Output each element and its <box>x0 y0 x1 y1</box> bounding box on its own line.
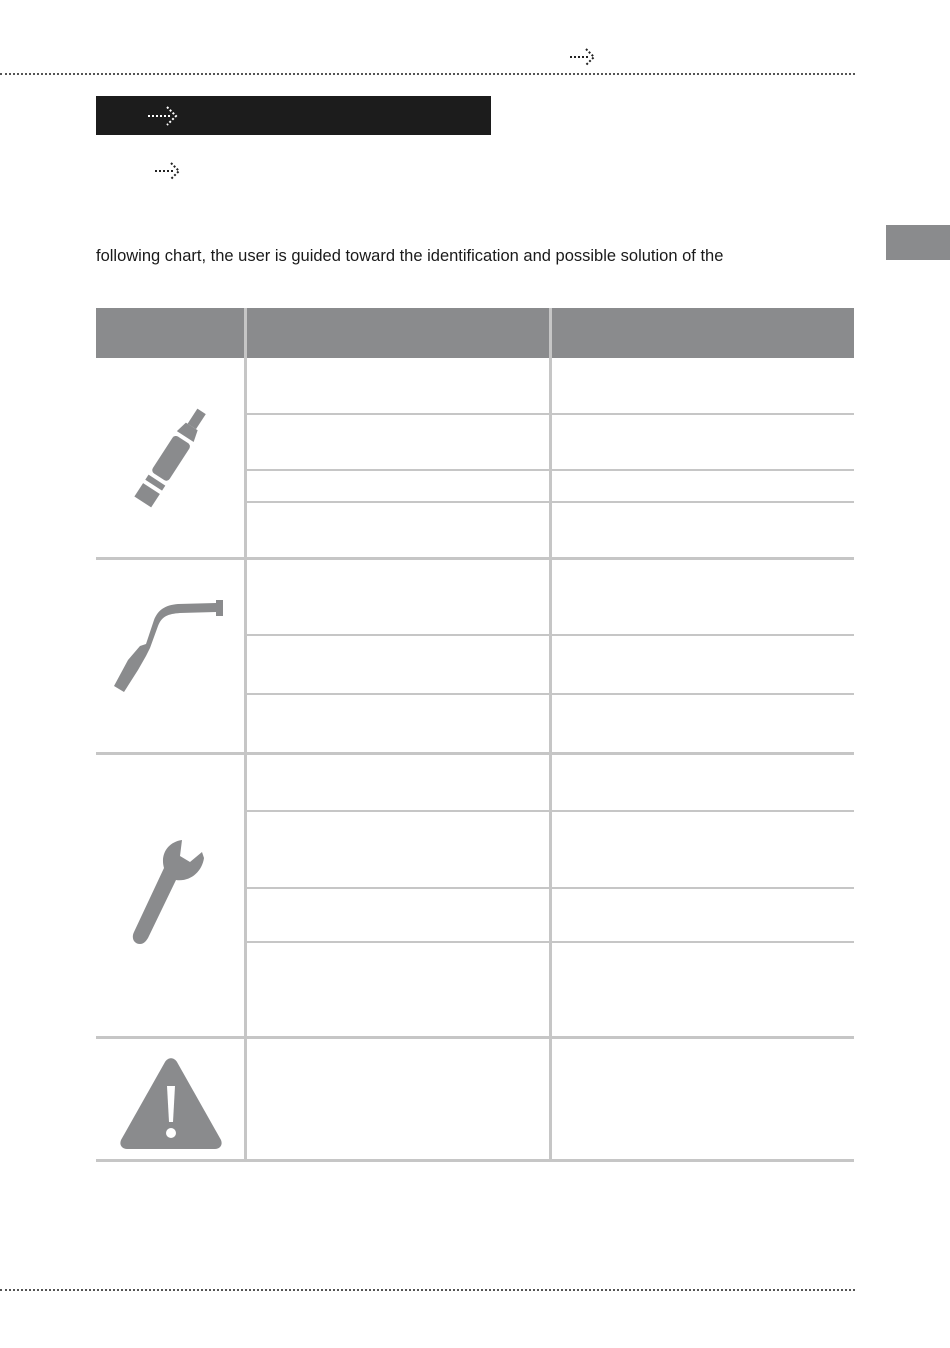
table-group-divider <box>96 752 854 755</box>
subheading-arrow-icon <box>154 160 182 182</box>
header-divider <box>0 73 855 75</box>
section-title-arrow-icon <box>147 104 179 128</box>
table-row-divider <box>247 941 854 943</box>
table-column-divider <box>244 308 247 1162</box>
table-row-divider <box>247 810 854 812</box>
intro-paragraph: following chart, the user is guided toward the identification and possible solution of the <box>96 247 724 265</box>
table-header-cell-solution <box>552 308 854 358</box>
wrench-icon <box>128 838 208 951</box>
footer-divider <box>0 1289 855 1291</box>
table-row-divider <box>247 469 854 471</box>
table-group-divider <box>96 557 854 560</box>
table-group-divider <box>96 1036 854 1039</box>
table-header-cell-icon <box>96 308 244 358</box>
table-row-divider <box>247 693 854 695</box>
header-arrow-icon <box>569 46 597 68</box>
warning-icon <box>118 1056 224 1155</box>
handpiece-icon <box>130 402 210 523</box>
table-bottom-border <box>96 1159 854 1162</box>
table-column-divider <box>549 308 552 1162</box>
table-header-cell-problem <box>247 308 549 358</box>
chapter-tab <box>886 225 950 260</box>
table-row-divider <box>247 887 854 889</box>
tip-insert-icon <box>110 598 230 703</box>
table-row-divider <box>247 501 854 503</box>
table-row-divider <box>247 413 854 415</box>
table-row-divider <box>247 634 854 636</box>
